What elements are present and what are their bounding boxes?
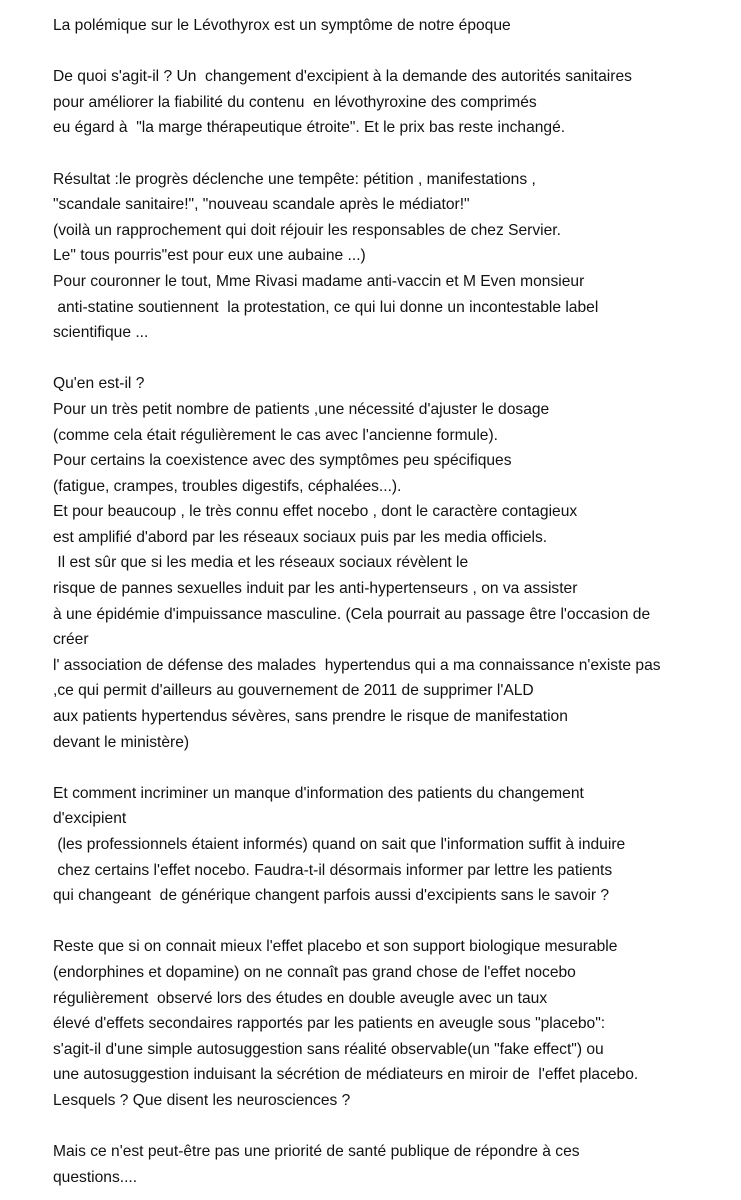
paragraph-gap [53, 1114, 738, 1140]
text-line: d'excipient [53, 810, 127, 828]
text-line: Et comment incriminer un manque d'information des patients du changement [53, 784, 584, 802]
text-line: à une épidémie d'impuissance masculine. (Cela pourrait au passage être l'occasion de [53, 605, 651, 623]
text-line: "scandale sanitaire!", "nouveau scandale après le médiator!" [53, 196, 470, 214]
document-body [53, 13, 738, 1190]
text-line: Mais ce n'est peut-être pas une priorité de santé publique de répondre à ces [53, 1143, 580, 1161]
text-line: (fatigue, crampes, troubles digestifs, céphalées...). [53, 477, 402, 495]
text-line: créer [53, 631, 89, 649]
text-line: est amplifié d'abord par les réseaux sociaux puis par les media officiels. [53, 528, 548, 546]
text-line: (les professionnels étaient informés) quand on sait que l'information suffit à induire [53, 836, 626, 853]
text-line: régulièrement observé lors des études en double aveugle avec un taux [53, 989, 548, 1007]
text-line: l' association de défense des malades hypertendus qui a ma connaissance n'existe pas [53, 656, 661, 674]
paragraph-gap [53, 909, 738, 935]
text-line: De quoi s'agit-il ? Un changement d'excipient à la demande des autorités sanitaires [53, 68, 632, 86]
paragraph-gap [53, 346, 738, 372]
text-line: Lesquels ? Que disent les neurosciences ? [53, 1091, 351, 1109]
text-line: Reste que si on connait mieux l'effet placebo et son support biologique mesurable [53, 938, 618, 956]
text-line: Résultat :le progrès déclenche une tempête: pétition , manifestations , [53, 170, 536, 188]
text-line: pour améliorer la fiabilité du contenu en lévothyroxine des comprimés [53, 93, 537, 111]
paragraph-analysis [53, 371, 738, 755]
text-line: devant le ministère) [53, 733, 190, 751]
text-line: scientifique ... [53, 324, 149, 342]
text-line: (voilà un rapprochement qui doit réjouir les responsables de chez Servier. [53, 221, 561, 239]
paragraph-conclusion [53, 1139, 738, 1190]
text-line: Pour couronner le tout, Mme Rivasi madame anti-vaccin et M Even monsieur [53, 272, 585, 290]
text-line: qui changeant de générique changent parfois aussi d'excipients sans le savoir ? [53, 887, 610, 905]
paragraph-information [53, 781, 738, 909]
text-line: une autosuggestion induisant la sécrétion de médiateurs en miroir de l'effet placebo. [53, 1066, 639, 1084]
text-line: aux patients hypertendus sévères, sans prendre le risque de manifestation [53, 708, 568, 726]
text-line: s'agit-il d'une simple autosuggestion sans réalité observable(un "fake effect") ou [53, 1040, 604, 1058]
text-line: Il est sûr que si les media et les réseaux sociaux révèlent le [53, 554, 469, 572]
text-line: risque de pannes sexuelles induit par les anti-hypertenseurs , on va assister [53, 580, 578, 598]
text-line: eu égard à "la marge thérapeutique étroite". Et le prix bas reste inchangé. [53, 119, 566, 137]
text-line: Qu'en est-il ? [53, 375, 145, 393]
text-line: ,ce qui permit d'ailleurs au gouvernement de 2011 de supprimer l'ALD [53, 682, 534, 700]
text-line: Pour certains la coexistence avec des symptômes peu spécifiques [53, 452, 512, 470]
text-line: questions.... [53, 1168, 138, 1186]
paragraph-context [53, 64, 738, 141]
text-line: anti-statine soutiennent la protestation, ce qui lui donne un incontestable label [53, 298, 599, 316]
text-line: (endorphines et dopamine) on ne connaît pas grand chose de l'effet nocebo [53, 963, 576, 981]
text-line: élevé d'effets secondaires rapportés par les patients en aveugle sous "placebo": [53, 1015, 606, 1033]
paragraph-gap [53, 141, 738, 167]
text-line: Pour un très petit nombre de patients ,une nécessité d'ajuster le dosage [53, 400, 550, 418]
text-line: (comme cela était régulièrement le cas avec l'ancienne formule). [53, 426, 499, 444]
text-line: Le" tous pourris"est pour eux une aubaine ...) [53, 247, 366, 265]
text-line: chez certains l'effet nocebo. Faudra-t-il désormais informer par lettre les patients [53, 861, 613, 879]
paragraph-result [53, 167, 738, 346]
paragraph-placebo [53, 934, 738, 1113]
paragraph-gap [53, 39, 738, 65]
paragraph-gap [53, 755, 738, 781]
document-title: La polémique sur le Lévothyrox est un symptôme de notre époque [53, 17, 511, 34]
text-line: Et pour beaucoup , le très connu effet nocebo , dont le caractère contagieux [53, 503, 578, 521]
